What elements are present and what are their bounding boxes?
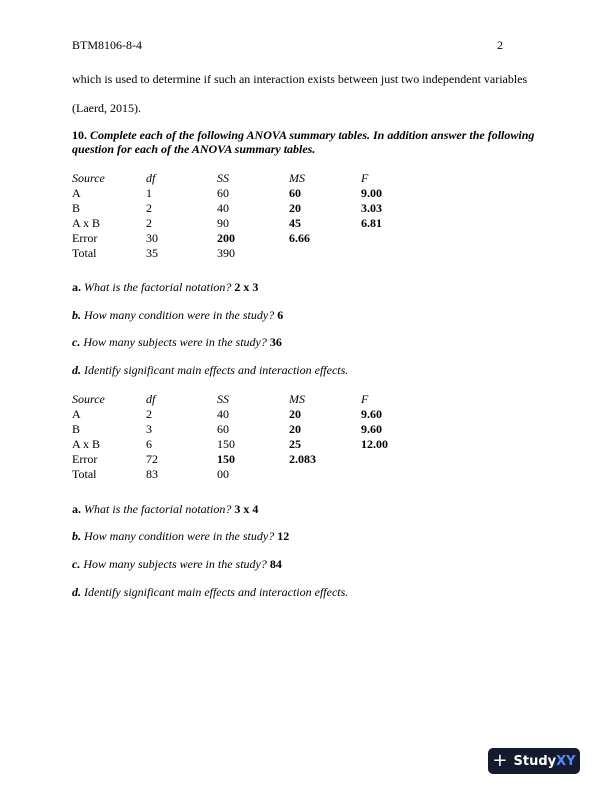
question-b-1: b. How many condition were in the study? 6 [72, 308, 284, 322]
cell-source: B [72, 422, 81, 436]
studyxy-badge[interactable] [488, 748, 580, 774]
cell-df: 30 [146, 231, 158, 245]
cell-df: 35 [146, 246, 158, 260]
cell-ss: 200 [217, 231, 235, 245]
table-row [72, 422, 472, 438]
intro-line-1: which is used to determine if such an interaction exists between just two independent variables [72, 72, 528, 86]
cell-df: 2 [146, 201, 152, 215]
running-header: BTM8106-8-4 [72, 38, 142, 52]
table-row [72, 467, 472, 483]
cell-f: 12.00 [361, 437, 388, 451]
cell-df: 72 [146, 452, 158, 466]
cell-source: A x B [72, 216, 101, 230]
intro-line-2: (Laerd, 2015). [72, 101, 141, 115]
page-number: 2 [497, 38, 503, 52]
cell-ms: 20 [289, 407, 301, 421]
table-row [72, 216, 472, 232]
question-d-1: d. Identify significant main effects and interaction effects. [72, 363, 349, 377]
question-a-1: a. What is the factorial notation? 2 x 3 [72, 280, 259, 294]
header-source: Source [72, 392, 105, 406]
table-row [72, 246, 472, 262]
question-a-2: a. What is the factorial notation? 3 x 4 [72, 502, 259, 516]
cell-ms: 25 [289, 437, 301, 451]
cell-f: 9.00 [361, 186, 382, 200]
table-header-row [72, 171, 472, 187]
table-row [72, 452, 472, 468]
cell-source: A x B [72, 437, 101, 451]
header-ss: SS [217, 171, 229, 185]
cell-ms: 6.66 [289, 231, 310, 245]
cell-ms: 2.083 [289, 452, 316, 466]
cell-ss: 00 [217, 467, 229, 481]
cell-source: B [72, 201, 81, 215]
header-f: F [361, 392, 369, 406]
cell-ss: 90 [217, 216, 229, 230]
header-ms: MS [289, 392, 305, 406]
cell-ms: 20 [289, 422, 301, 436]
table-row [72, 186, 472, 202]
cell-ss: 150 [217, 437, 235, 451]
cell-source: A [72, 186, 81, 200]
cell-ss: 60 [217, 422, 229, 436]
cell-df: 1 [146, 186, 152, 200]
question-heading [72, 128, 542, 156]
cell-df: 83 [146, 467, 158, 481]
cell-source: Total [72, 467, 97, 481]
question-b-2: b. How many condition were in the study? 12 [72, 529, 290, 543]
cell-df: 2 [146, 407, 152, 421]
cell-ss: 40 [217, 201, 229, 215]
cell-ms: 45 [289, 216, 301, 230]
header-ms: MS [289, 171, 305, 185]
cell-f: 9.60 [361, 407, 382, 421]
cell-source: Error [72, 231, 98, 245]
cell-ms: 60 [289, 186, 301, 200]
cell-f: 6.81 [361, 216, 382, 230]
table-row [72, 231, 472, 247]
cell-ms: 20 [289, 201, 301, 215]
table-row [72, 407, 472, 423]
cell-source: Error [72, 452, 98, 466]
cell-ss: 390 [217, 246, 235, 260]
cell-ss: 60 [217, 186, 229, 200]
cell-df: 2 [146, 216, 152, 230]
brand-name: StudyXY [513, 753, 576, 769]
table-row [72, 201, 472, 217]
question-c-1: c. How many subjects were in the study? 36 [72, 335, 282, 349]
header-source: Source [72, 171, 105, 185]
cell-f: 9.60 [361, 422, 382, 436]
cell-source: A [72, 407, 81, 421]
header-ss: SS [217, 392, 229, 406]
cell-df: 6 [146, 437, 152, 451]
plus-icon: + [492, 750, 508, 771]
question-text: Complete each of the following ANOVA summary tables. In addition answer the following question for each of the ANOVA summary tables. [72, 128, 535, 156]
header-df: df [146, 392, 156, 406]
cell-df: 3 [146, 422, 152, 436]
cell-f: 3.03 [361, 201, 382, 215]
cell-ss: 150 [217, 452, 235, 466]
question-number: 10. [72, 128, 87, 142]
table-header-row [72, 392, 472, 408]
table-row [72, 437, 472, 453]
question-c-2: c. How many subjects were in the study? 84 [72, 557, 282, 571]
cell-ss: 40 [217, 407, 229, 421]
header-df: df [146, 171, 156, 185]
question-d-2: d. Identify significant main effects and interaction effects. [72, 585, 349, 599]
header-f: F [361, 171, 369, 185]
cell-source: Total [72, 246, 97, 260]
